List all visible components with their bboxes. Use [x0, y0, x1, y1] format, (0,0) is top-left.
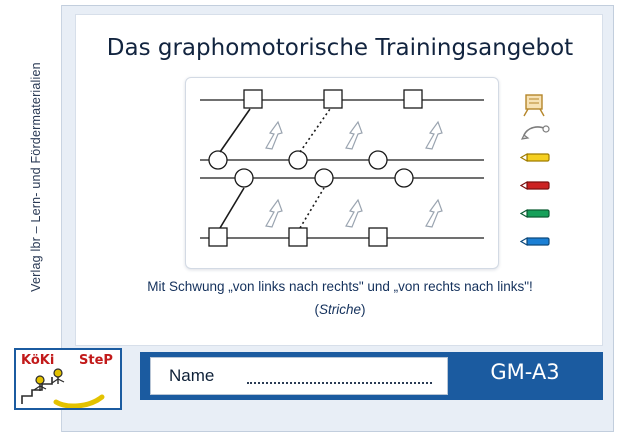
square-marker [369, 228, 387, 246]
exercise-box [185, 77, 499, 269]
logo-word-2: SteP [79, 353, 113, 368]
red-marker-icon [520, 177, 564, 203]
material-icon-column [520, 93, 564, 263]
dotted-stroke [300, 188, 324, 228]
direction-arrow [266, 122, 282, 149]
square-marker [209, 228, 227, 246]
paren-close: ) [361, 302, 366, 317]
square-marker [324, 90, 342, 108]
exercise-graphic [186, 78, 498, 268]
name-input-line[interactable] [247, 369, 432, 384]
blue-marker-icon [520, 233, 564, 259]
yellow-marker-icon [520, 149, 564, 175]
main-card [75, 14, 603, 346]
circle-marker [235, 169, 253, 187]
logo-illustration [16, 364, 120, 408]
paren-open: ( [314, 302, 319, 317]
easel-icon [520, 93, 564, 119]
circle-marker [289, 151, 307, 169]
square-marker [404, 90, 422, 108]
name-label: Name [169, 366, 215, 385]
instruction-line-2 [76, 302, 604, 317]
direction-arrow [346, 122, 362, 149]
solid-stroke [220, 188, 244, 228]
direction-arrow [346, 200, 362, 227]
sheet-code: GM-A3 [490, 360, 560, 384]
circle-marker [395, 169, 413, 187]
direction-arrow [266, 200, 282, 227]
logo [14, 348, 122, 410]
circle-marker [369, 151, 387, 169]
logo-word-1: KöKi [21, 353, 55, 368]
square-marker [289, 228, 307, 246]
green-marker-icon [520, 205, 564, 231]
publisher-text: Verlag lbr – Lern- und Fördermaterialien [29, 62, 43, 292]
direction-arrow [426, 200, 442, 227]
dotted-stroke [300, 109, 330, 152]
circle-marker [209, 151, 227, 169]
name-field[interactable] [150, 357, 448, 395]
circle-marker [315, 169, 333, 187]
pen-holder-icon [520, 121, 564, 147]
direction-arrow [426, 122, 442, 149]
solid-stroke [220, 109, 250, 152]
instruction-emphasis: Striche [318, 302, 362, 317]
instruction-line-1: Mit Schwung „von links nach rechts" und „von rechts nach links"! [147, 279, 533, 294]
page-title: Das graphomotorische Trainingsangebot [106, 35, 574, 61]
square-marker [244, 90, 262, 108]
